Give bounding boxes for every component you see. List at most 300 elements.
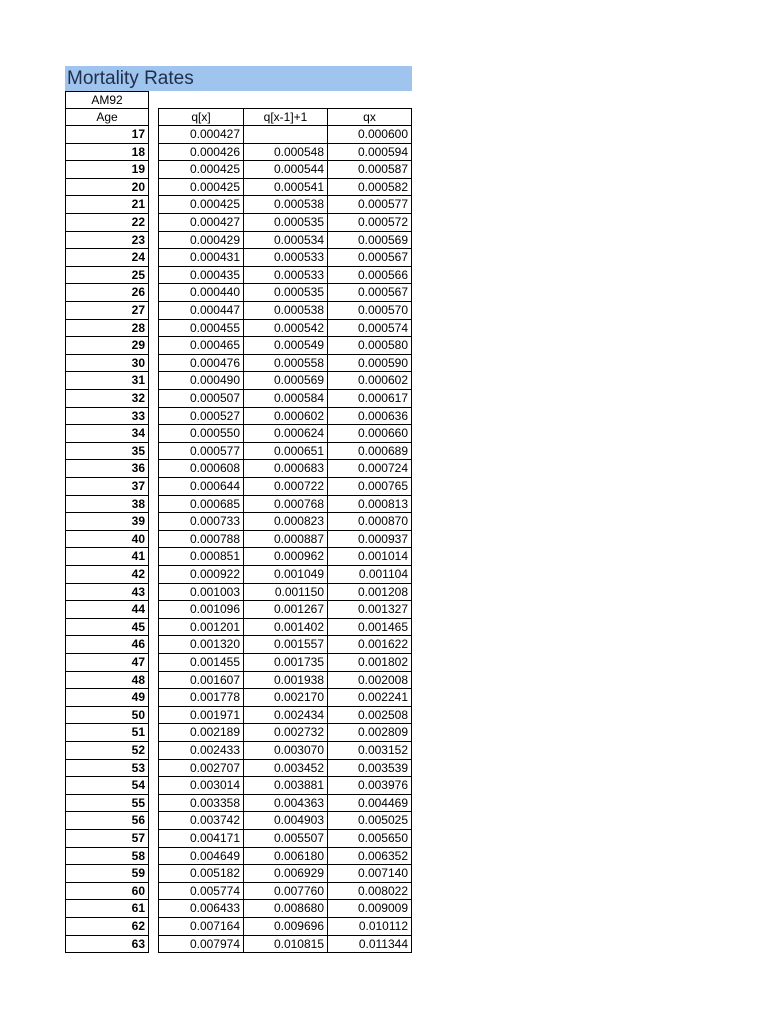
age-cell[interactable] [65, 565, 149, 584]
qx-cell[interactable] [327, 600, 412, 619]
q-prev-cell-value: 0.001402 [273, 620, 324, 634]
age-cell-value: 45 [131, 620, 145, 634]
age-cell-value: 28 [131, 321, 145, 335]
qx-cell[interactable] [327, 882, 412, 900]
q-select-cell[interactable] [158, 442, 244, 460]
q-select-cell[interactable] [158, 829, 244, 848]
q-select-cell-value: 0.005182 [189, 866, 240, 880]
q-prev-cell[interactable] [243, 407, 328, 425]
age-cell[interactable] [65, 125, 149, 144]
qx-cell-value: 0.000566 [357, 268, 408, 282]
qx-cell-value: 0.010112 [358, 919, 408, 933]
age-cell-value: 24 [131, 250, 145, 264]
qx-cell[interactable] [327, 635, 412, 654]
age-cell[interactable] [65, 794, 149, 812]
q-prev-cell[interactable] [243, 829, 328, 848]
qx-cell[interactable] [327, 266, 412, 284]
q-select-cell[interactable] [158, 847, 244, 865]
q-prev-cell[interactable] [243, 635, 328, 654]
q-select-cell[interactable] [158, 565, 244, 584]
age-cell[interactable] [65, 811, 149, 830]
q-prev-cell[interactable] [243, 811, 328, 830]
q-prev-header-cell[interactable] [243, 108, 328, 126]
qx-cell-value: 0.003152 [357, 743, 408, 757]
q-prev-cell[interactable] [243, 442, 328, 460]
q-prev-cell-value: 0.003452 [273, 761, 324, 775]
age-cell-value: 35 [131, 444, 145, 458]
q-prev-cell-value: 0.006180 [273, 849, 324, 863]
age-cell[interactable] [65, 847, 149, 865]
q-select-cell-value: 0.000476 [189, 356, 240, 370]
qx-cell[interactable] [327, 583, 412, 601]
age-cell[interactable] [65, 829, 149, 848]
qx-cell[interactable] [327, 371, 412, 390]
q-select-cell[interactable] [158, 459, 244, 478]
age-cell-value: 39 [131, 514, 145, 528]
qx-cell-value: 0.000937 [357, 532, 408, 546]
age-cell-value: 58 [131, 849, 145, 863]
q-select-cell-value: 0.000426 [189, 145, 240, 159]
q-select-cell[interactable] [158, 547, 244, 566]
q-select-cell[interactable] [158, 512, 244, 531]
age-cell-value: 25 [131, 268, 145, 282]
q-select-cell[interactable] [158, 143, 244, 161]
qx-cell-value: 0.003539 [357, 761, 408, 775]
age-cell[interactable] [65, 178, 149, 196]
qx-cell[interactable] [327, 336, 412, 355]
q-prev-cell-value: 0.001557 [273, 637, 324, 651]
q-select-cell[interactable] [158, 301, 244, 320]
age-cell[interactable] [65, 776, 149, 795]
age-cell[interactable] [65, 688, 149, 707]
q-select-cell[interactable] [158, 283, 244, 302]
q-prev-cell[interactable] [243, 935, 328, 953]
q-prev-cell[interactable] [243, 371, 328, 390]
qx-cell[interactable] [327, 829, 412, 848]
q-prev-cell[interactable] [243, 336, 328, 355]
age-cell[interactable] [65, 706, 149, 724]
qx-header-label: qx [363, 110, 376, 124]
qx-cell[interactable] [327, 794, 412, 812]
qx-cell-value: 0.000689 [357, 444, 408, 458]
age-cell-value: 57 [131, 831, 145, 845]
q-select-cell-value: 0.002707 [189, 761, 240, 775]
q-select-cell[interactable] [158, 477, 244, 496]
qx-cell-value: 0.000600 [357, 127, 408, 141]
q-prev-cell[interactable] [243, 583, 328, 601]
q-select-cell[interactable] [158, 231, 244, 249]
q-select-cell[interactable] [158, 688, 244, 707]
q-prev-cell[interactable] [243, 231, 328, 249]
q-select-cell[interactable] [158, 336, 244, 355]
age-cell[interactable] [65, 600, 149, 619]
age-cell[interactable] [65, 283, 149, 302]
age-cell[interactable] [65, 635, 149, 654]
qx-cell-value: 0.000590 [357, 356, 408, 370]
age-cell-value: 17 [131, 127, 145, 141]
qx-cell[interactable] [327, 160, 412, 179]
q-select-cell[interactable] [158, 653, 244, 672]
q-prev-cell[interactable] [243, 547, 328, 566]
q-select-header-cell[interactable] [158, 108, 244, 126]
q-prev-cell[interactable] [243, 354, 328, 372]
q-prev-cell-value: 0.000602 [273, 409, 324, 423]
qx-cell[interactable] [327, 512, 412, 531]
q-select-cell-value: 0.004649 [189, 849, 240, 863]
q-prev-cell-value: 0.000962 [273, 549, 324, 563]
qx-cell-value: 0.001208 [357, 585, 408, 599]
qx-cell[interactable] [327, 389, 412, 408]
q-prev-cell-value: 0.000887 [273, 532, 324, 546]
age-cell[interactable] [65, 319, 149, 337]
age-cell[interactable] [65, 248, 149, 267]
age-cell[interactable] [65, 495, 149, 513]
q-select-cell[interactable] [158, 319, 244, 337]
q-prev-cell[interactable] [243, 301, 328, 320]
q-prev-cell[interactable] [243, 618, 328, 636]
qx-cell-value: 0.000570 [357, 303, 408, 317]
q-prev-cell[interactable] [243, 143, 328, 161]
age-cell-value: 60 [131, 884, 145, 898]
qx-cell[interactable] [327, 178, 412, 196]
q-select-cell[interactable] [158, 178, 244, 196]
q-prev-cell[interactable] [243, 899, 328, 918]
age-cell[interactable] [65, 583, 149, 601]
q-select-cell[interactable] [158, 160, 244, 179]
q-prev-cell-value: 0.000549 [273, 338, 324, 352]
age-cell-value: 34 [131, 426, 145, 440]
q-prev-cell[interactable] [243, 600, 328, 619]
qx-cell[interactable] [327, 741, 412, 760]
qx-cell[interactable] [327, 811, 412, 830]
q-select-cell[interactable] [158, 671, 244, 689]
q-prev-cell[interactable] [243, 248, 328, 267]
age-cell[interactable] [65, 143, 149, 161]
age-cell[interactable] [65, 477, 149, 496]
q-select-cell[interactable] [158, 741, 244, 760]
q-select-cell[interactable] [158, 213, 244, 232]
q-prev-cell[interactable] [243, 512, 328, 531]
q-select-cell[interactable] [158, 618, 244, 636]
age-cell[interactable] [65, 882, 149, 900]
q-prev-cell[interactable] [243, 671, 328, 689]
q-prev-cell[interactable] [243, 653, 328, 672]
q-prev-cell[interactable] [243, 459, 328, 478]
qx-cell-value: 0.001104 [358, 567, 408, 581]
q-prev-cell[interactable] [243, 319, 328, 337]
qx-cell[interactable] [327, 565, 412, 584]
q-select-cell-value: 0.000527 [189, 409, 240, 423]
qx-cell-value: 0.004469 [357, 796, 408, 810]
q-prev-cell-value: 0.000768 [273, 497, 324, 511]
q-prev-cell[interactable] [243, 776, 328, 795]
q-prev-cell[interactable] [243, 477, 328, 496]
qx-cell[interactable] [327, 143, 412, 161]
age-cell[interactable] [65, 407, 149, 425]
q-select-cell[interactable] [158, 389, 244, 408]
q-select-cell-value: 0.000425 [189, 180, 240, 194]
qx-cell-value: 0.000567 [357, 250, 408, 264]
q-prev-cell[interactable] [243, 178, 328, 196]
qx-cell-value: 0.000577 [357, 197, 408, 211]
q-select-cell[interactable] [158, 424, 244, 443]
q-prev-cell-value: 0.003070 [273, 743, 324, 757]
qx-cell[interactable] [327, 354, 412, 372]
q-select-cell-value: 0.001455 [189, 655, 240, 669]
q-prev-cell[interactable] [243, 424, 328, 443]
q-prev-cell[interactable] [243, 389, 328, 408]
qx-cell[interactable] [327, 125, 412, 144]
sheet-title: Mortality Rates [67, 68, 194, 89]
age-cell-value: 23 [131, 233, 145, 247]
q-select-cell-value: 0.002189 [189, 725, 240, 739]
q-prev-cell[interactable] [243, 864, 328, 883]
qx-cell[interactable] [327, 688, 412, 707]
qx-cell-value: 0.001327 [357, 602, 408, 616]
q-select-cell-value: 0.001201 [189, 620, 240, 634]
q-prev-cell[interactable] [243, 706, 328, 724]
q-select-cell[interactable] [158, 899, 244, 918]
q-prev-cell[interactable] [243, 565, 328, 584]
q-prev-cell[interactable] [243, 213, 328, 232]
q-select-cell-value: 0.001320 [189, 637, 240, 651]
q-select-cell-value: 0.000851 [189, 549, 240, 563]
qx-cell[interactable] [327, 231, 412, 249]
q-select-cell-value: 0.000431 [189, 250, 240, 264]
age-cell[interactable] [65, 424, 149, 443]
age-cell[interactable] [65, 671, 149, 689]
table-name-cell[interactable] [65, 91, 149, 109]
qx-cell[interactable] [327, 248, 412, 267]
qx-header-cell[interactable] [327, 108, 412, 126]
q-prev-cell[interactable] [243, 160, 328, 179]
age-cell[interactable] [65, 917, 149, 936]
q-prev-cell-value: 0.008680 [273, 901, 324, 915]
q-prev-cell[interactable] [243, 283, 328, 302]
age-cell[interactable] [65, 213, 149, 232]
qx-cell[interactable] [327, 776, 412, 795]
q-select-cell-value: 0.007974 [189, 937, 240, 951]
q-prev-cell[interactable] [243, 847, 328, 865]
q-select-cell[interactable] [158, 776, 244, 795]
qx-cell[interactable] [327, 530, 412, 548]
age-cell-value: 48 [131, 673, 145, 687]
q-select-cell[interactable] [158, 125, 244, 144]
age-header-cell[interactable] [65, 108, 149, 126]
q-select-cell[interactable] [158, 495, 244, 513]
q-prev-cell-value: 0.000534 [273, 233, 324, 247]
q-select-cell[interactable] [158, 195, 244, 214]
q-select-cell-value: 0.001607 [189, 673, 240, 687]
q-select-cell-value: 0.000490 [189, 373, 240, 387]
age-cell[interactable] [65, 301, 149, 320]
q-prev-cell-value: 0.000533 [273, 250, 324, 264]
q-prev-cell-value: 0.000538 [273, 303, 324, 317]
q-prev-cell-value: 0.001267 [273, 602, 324, 616]
age-cell-value: 22 [131, 215, 145, 229]
q-prev-cell-value: 0.000535 [273, 285, 324, 299]
q-select-cell[interactable] [158, 600, 244, 619]
q-prev-cell-value: 0.005507 [273, 831, 324, 845]
qx-cell[interactable] [327, 653, 412, 672]
qx-cell[interactable] [327, 195, 412, 214]
age-cell[interactable] [65, 512, 149, 531]
age-cell[interactable] [65, 389, 149, 408]
q-select-cell[interactable] [158, 864, 244, 883]
q-select-cell[interactable] [158, 935, 244, 953]
q-select-cell[interactable] [158, 371, 244, 390]
age-cell[interactable] [65, 723, 149, 742]
q-prev-cell-value: 0.004363 [273, 796, 324, 810]
qx-cell[interactable] [327, 935, 412, 953]
q-prev-cell[interactable] [243, 195, 328, 214]
qx-cell-value: 0.001802 [357, 655, 408, 669]
age-cell[interactable] [65, 195, 149, 214]
qx-cell-value: 0.000724 [357, 461, 408, 475]
qx-cell[interactable] [327, 495, 412, 513]
q-prev-cell-value: 0.001938 [273, 673, 324, 687]
q-select-cell[interactable] [158, 635, 244, 654]
q-select-cell-value: 0.000425 [189, 162, 240, 176]
q-prev-cell-value: 0.000823 [273, 514, 324, 528]
qx-cell[interactable] [327, 547, 412, 566]
qx-cell[interactable] [327, 283, 412, 302]
qx-cell-value: 0.002241 [357, 690, 408, 704]
qx-cell[interactable] [327, 864, 412, 883]
age-cell[interactable] [65, 530, 149, 548]
q-prev-header-label: q[x-1]+1 [263, 110, 308, 124]
qx-cell-value: 0.003976 [357, 778, 408, 792]
qx-cell[interactable] [327, 917, 412, 936]
q-prev-cell-value: 0.010815 [273, 937, 324, 951]
age-cell[interactable] [65, 266, 149, 284]
q-select-cell-value: 0.003014 [189, 778, 240, 792]
table-name-label: AM92 [91, 93, 123, 107]
age-cell-value: 30 [131, 356, 145, 370]
qx-cell[interactable] [327, 723, 412, 742]
q-prev-cell[interactable] [243, 917, 328, 936]
age-cell-value: 54 [131, 778, 145, 792]
q-select-cell-value: 0.007164 [189, 919, 240, 933]
age-cell[interactable] [65, 354, 149, 372]
qx-cell[interactable] [327, 301, 412, 320]
q-select-cell-value: 0.003742 [189, 813, 240, 827]
age-cell[interactable] [65, 653, 149, 672]
qx-cell[interactable] [327, 618, 412, 636]
qx-cell[interactable] [327, 319, 412, 337]
qx-cell[interactable] [327, 899, 412, 918]
qx-cell[interactable] [327, 759, 412, 777]
q-select-cell[interactable] [158, 759, 244, 777]
q-select-cell[interactable] [158, 407, 244, 425]
qx-cell-value: 0.006352 [357, 849, 408, 863]
qx-cell-value: 0.000587 [357, 162, 408, 176]
qx-cell[interactable] [327, 407, 412, 425]
q-prev-cell[interactable] [243, 125, 328, 144]
qx-cell[interactable] [327, 213, 412, 232]
qx-cell-value: 0.000582 [357, 180, 408, 194]
q-select-cell[interactable] [158, 794, 244, 812]
age-cell[interactable] [65, 371, 149, 390]
q-select-cell-value: 0.000788 [189, 532, 240, 546]
age-cell[interactable] [65, 864, 149, 883]
q-prev-cell-value: 0.000651 [273, 444, 324, 458]
q-select-cell[interactable] [158, 354, 244, 372]
qx-cell-value: 0.000569 [357, 233, 408, 247]
age-cell[interactable] [65, 231, 149, 249]
q-select-cell[interactable] [158, 723, 244, 742]
q-select-cell[interactable] [158, 266, 244, 284]
q-prev-cell[interactable] [243, 882, 328, 900]
q-select-cell[interactable] [158, 811, 244, 830]
age-cell[interactable] [65, 336, 149, 355]
q-select-cell-value: 0.000685 [189, 497, 240, 511]
age-cell[interactable] [65, 442, 149, 460]
age-cell-value: 56 [131, 813, 145, 827]
age-cell-value: 43 [131, 585, 145, 599]
q-prev-cell-value: 0.000541 [273, 180, 324, 194]
q-select-cell[interactable] [158, 706, 244, 724]
age-cell-value: 46 [131, 637, 145, 651]
q-prev-cell-value: 0.001735 [273, 655, 324, 669]
q-select-cell[interactable] [158, 583, 244, 601]
q-prev-cell-value: 0.000558 [273, 356, 324, 370]
qx-cell-value: 0.009009 [357, 901, 408, 915]
q-prev-cell[interactable] [243, 759, 328, 777]
age-cell[interactable] [65, 547, 149, 566]
q-prev-cell[interactable] [243, 794, 328, 812]
age-cell-value: 61 [131, 901, 145, 915]
qx-cell[interactable] [327, 459, 412, 478]
age-cell-value: 51 [131, 725, 145, 739]
age-cell[interactable] [65, 741, 149, 760]
qx-cell[interactable] [327, 477, 412, 496]
q-select-cell-value: 0.000644 [189, 479, 240, 493]
q-prev-cell[interactable] [243, 266, 328, 284]
age-cell-value: 52 [131, 743, 145, 757]
q-select-cell[interactable] [158, 530, 244, 548]
age-cell-value: 53 [131, 761, 145, 775]
qx-cell[interactable] [327, 706, 412, 724]
age-cell[interactable] [65, 459, 149, 478]
age-cell-value: 37 [131, 479, 145, 493]
qx-cell[interactable] [327, 671, 412, 689]
q-select-cell[interactable] [158, 917, 244, 936]
age-cell-value: 63 [131, 937, 145, 951]
q-select-cell[interactable] [158, 248, 244, 267]
qx-cell[interactable] [327, 442, 412, 460]
qx-cell[interactable] [327, 424, 412, 443]
q-prev-cell[interactable] [243, 530, 328, 548]
age-cell[interactable] [65, 899, 149, 918]
q-select-cell[interactable] [158, 882, 244, 900]
age-cell[interactable] [65, 935, 149, 953]
qx-cell[interactable] [327, 847, 412, 865]
age-cell[interactable] [65, 759, 149, 777]
q-prev-cell[interactable] [243, 688, 328, 707]
q-prev-cell[interactable] [243, 741, 328, 760]
q-prev-cell[interactable] [243, 495, 328, 513]
q-prev-cell-value: 0.000535 [273, 215, 324, 229]
q-prev-cell-value: 0.009696 [273, 919, 324, 933]
qx-cell-value: 0.000574 [357, 321, 408, 335]
age-cell[interactable] [65, 160, 149, 179]
q-prev-cell-value: 0.000542 [273, 321, 324, 335]
age-cell-value: 38 [131, 497, 145, 511]
qx-cell-value: 0.000567 [357, 285, 408, 299]
q-prev-cell[interactable] [243, 723, 328, 742]
age-cell[interactable] [65, 618, 149, 636]
